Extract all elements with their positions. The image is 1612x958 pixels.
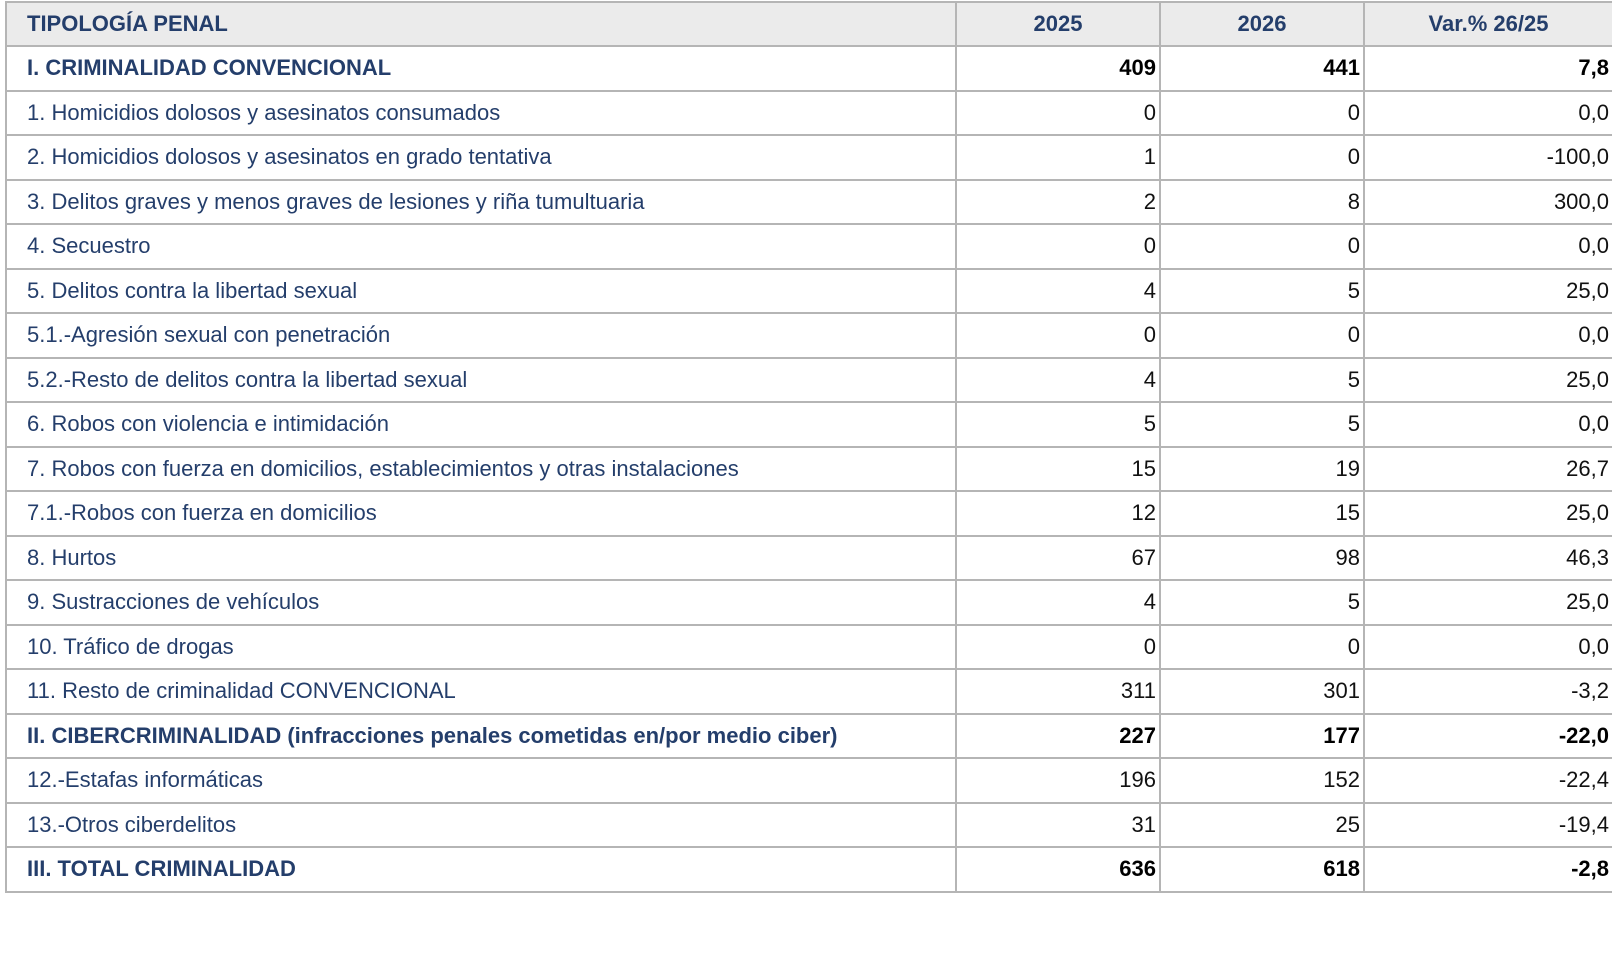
row-variation: 25,0 xyxy=(1364,358,1612,403)
row-value-2026: 152 xyxy=(1160,758,1364,803)
row-variation: 46,3 xyxy=(1364,536,1612,581)
row-variation: 0,0 xyxy=(1364,625,1612,670)
row-variation: -100,0 xyxy=(1364,135,1612,180)
row-value-2025: 0 xyxy=(956,224,1160,269)
row-variation: -22,4 xyxy=(1364,758,1612,803)
row-variation: -22,0 xyxy=(1364,714,1612,759)
row-value-2026: 5 xyxy=(1160,402,1364,447)
row-value-2025: 227 xyxy=(956,714,1160,759)
row-value-2025: 409 xyxy=(956,46,1160,91)
row-variation: 25,0 xyxy=(1364,491,1612,536)
row-value-2025: 311 xyxy=(956,669,1160,714)
table-row-section xyxy=(6,46,1612,91)
row-label: 13.-Otros ciberdelitos xyxy=(6,803,956,848)
row-variation: 0,0 xyxy=(1364,402,1612,447)
table-row xyxy=(6,447,1612,492)
row-value-2025: 636 xyxy=(956,847,1160,892)
row-label: 9. Sustracciones de vehículos xyxy=(6,580,956,625)
row-label: 4. Secuestro xyxy=(6,224,956,269)
row-label: 6. Robos con violencia e intimidación xyxy=(6,402,956,447)
header-year-2026: 2026 xyxy=(1160,2,1364,46)
row-value-2026: 618 xyxy=(1160,847,1364,892)
row-value-2025: 0 xyxy=(956,625,1160,670)
table-row-section xyxy=(6,847,1612,892)
row-value-2026: 19 xyxy=(1160,447,1364,492)
row-value-2026: 5 xyxy=(1160,580,1364,625)
row-variation: -19,4 xyxy=(1364,803,1612,848)
row-value-2025: 5 xyxy=(956,402,1160,447)
row-value-2025: 67 xyxy=(956,536,1160,581)
row-label: 8. Hurtos xyxy=(6,536,956,581)
row-variation: 25,0 xyxy=(1364,580,1612,625)
table-row xyxy=(6,536,1612,581)
row-value-2025: 196 xyxy=(956,758,1160,803)
row-label: II. CIBERCRIMINALIDAD (infracciones penales cometidas en/por medio ciber) xyxy=(6,714,956,759)
header-year-2025: 2025 xyxy=(956,2,1160,46)
row-variation: 300,0 xyxy=(1364,180,1612,225)
row-value-2025: 12 xyxy=(956,491,1160,536)
row-variation: 26,7 xyxy=(1364,447,1612,492)
row-label: 3. Delitos graves y menos graves de lesiones y riña tumultuaria xyxy=(6,180,956,225)
row-variation: 0,0 xyxy=(1364,91,1612,136)
row-label: 5.2.-Resto de delitos contra la libertad sexual xyxy=(6,358,956,403)
row-value-2025: 31 xyxy=(956,803,1160,848)
row-value-2026: 441 xyxy=(1160,46,1364,91)
row-value-2026: 25 xyxy=(1160,803,1364,848)
row-variation: 25,0 xyxy=(1364,269,1612,314)
row-value-2025: 4 xyxy=(956,580,1160,625)
row-value-2026: 301 xyxy=(1160,669,1364,714)
row-variation: 0,0 xyxy=(1364,313,1612,358)
header-variation: Var.% 26/25 xyxy=(1364,2,1612,46)
row-value-2025: 0 xyxy=(956,313,1160,358)
table-row xyxy=(6,580,1612,625)
table-row xyxy=(6,180,1612,225)
row-variation: 0,0 xyxy=(1364,224,1612,269)
row-value-2026: 0 xyxy=(1160,91,1364,136)
row-label: I. CRIMINALIDAD CONVENCIONAL xyxy=(6,46,956,91)
row-value-2025: 15 xyxy=(956,447,1160,492)
row-variation: 7,8 xyxy=(1364,46,1612,91)
table-row xyxy=(6,313,1612,358)
row-value-2026: 98 xyxy=(1160,536,1364,581)
row-label: 2. Homicidios dolosos y asesinatos en grado tentativa xyxy=(6,135,956,180)
row-value-2025: 0 xyxy=(956,91,1160,136)
row-value-2025: 4 xyxy=(956,358,1160,403)
table-row xyxy=(6,224,1612,269)
row-value-2026: 177 xyxy=(1160,714,1364,759)
row-variation: -3,2 xyxy=(1364,669,1612,714)
row-value-2026: 0 xyxy=(1160,313,1364,358)
crime-statistics-table-container xyxy=(5,1,1612,893)
row-label: 12.-Estafas informáticas xyxy=(6,758,956,803)
row-value-2026: 5 xyxy=(1160,358,1364,403)
row-value-2025: 4 xyxy=(956,269,1160,314)
row-value-2025: 1 xyxy=(956,135,1160,180)
row-label: III. TOTAL CRIMINALIDAD xyxy=(6,847,956,892)
header-tipologia-penal: TIPOLOGÍA PENAL xyxy=(6,2,956,46)
row-variation: -2,8 xyxy=(1364,847,1612,892)
table-row xyxy=(6,491,1612,536)
row-value-2025: 2 xyxy=(956,180,1160,225)
row-value-2026: 15 xyxy=(1160,491,1364,536)
row-value-2026: 5 xyxy=(1160,269,1364,314)
table-row xyxy=(6,803,1612,848)
row-label: 10. Tráfico de drogas xyxy=(6,625,956,670)
header-row xyxy=(6,2,1612,46)
row-label: 5.1.-Agresión sexual con penetración xyxy=(6,313,956,358)
row-label: 11. Resto de criminalidad CONVENCIONAL xyxy=(6,669,956,714)
row-label: 1. Homicidios dolosos y asesinatos consumados xyxy=(6,91,956,136)
table-row xyxy=(6,358,1612,403)
crime-statistics-table xyxy=(5,1,1612,893)
table-row xyxy=(6,91,1612,136)
table-header xyxy=(6,2,1612,46)
table-row xyxy=(6,402,1612,447)
table-row xyxy=(6,135,1612,180)
table-row xyxy=(6,625,1612,670)
table-row xyxy=(6,669,1612,714)
row-label: 5. Delitos contra la libertad sexual xyxy=(6,269,956,314)
row-value-2026: 8 xyxy=(1160,180,1364,225)
row-value-2026: 0 xyxy=(1160,135,1364,180)
row-label: 7.1.-Robos con fuerza en domicilios xyxy=(6,491,956,536)
row-value-2026: 0 xyxy=(1160,224,1364,269)
table-row xyxy=(6,269,1612,314)
table-row-section xyxy=(6,714,1612,759)
row-label: 7. Robos con fuerza en domicilios, establecimientos y otras instalaciones xyxy=(6,447,956,492)
row-value-2026: 0 xyxy=(1160,625,1364,670)
table-body xyxy=(6,46,1612,892)
table-row xyxy=(6,758,1612,803)
